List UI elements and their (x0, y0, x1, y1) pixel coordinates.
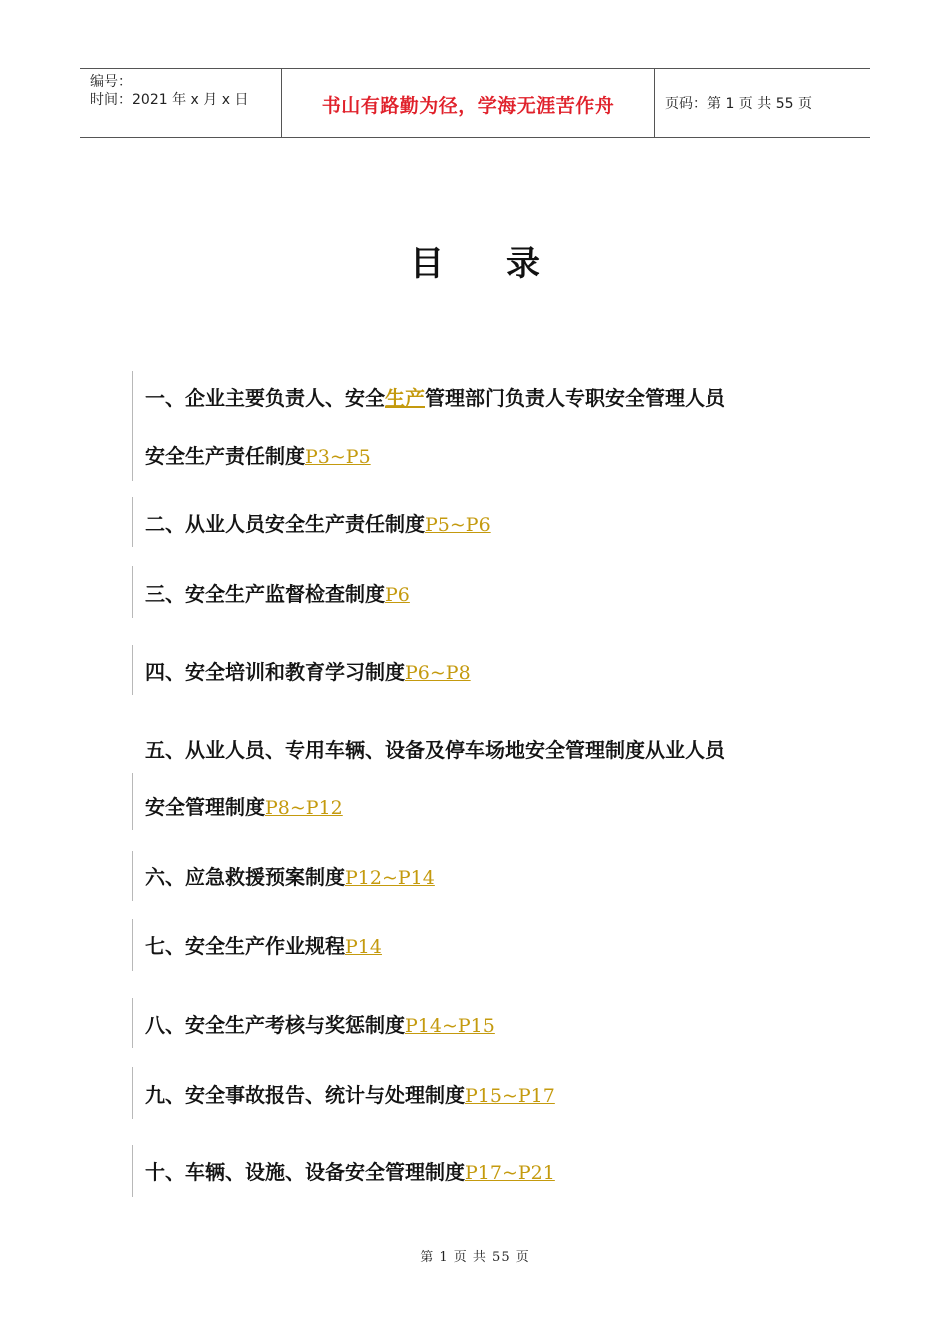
header-motto-cell (282, 69, 655, 137)
toc-entry-8: 八、安全生产考核与奖惩制度P14~P15 (132, 998, 845, 1048)
page-footer: 第 1 页 共 55 页 (420, 1250, 530, 1265)
toc-entry-5-page-link[interactable]: P8~P12 (265, 797, 343, 819)
toc-entry-9: 九、安全事故报告、统计与处理制度P15~P17 (132, 1067, 845, 1119)
toc-entry-1 (132, 371, 845, 481)
toc-entry-4: 四、安全培训和教育学习制度P6~P8 (132, 645, 845, 695)
toc-entry-5-line-2: 安全管理制度P8~P12 (145, 795, 343, 819)
toc-entry-3: 三、安全生产监督检查制度P6 (132, 566, 845, 618)
toc-entry-10-page-link[interactable]: P17~P21 (465, 1162, 555, 1184)
toc-entry-7: 七、安全生产作业规程P14 (132, 919, 845, 971)
toc-entry-2: 二、从业人员安全生产责任制度P5~P6 (132, 497, 845, 547)
toc-entry-3-page-link[interactable]: P6 (385, 584, 410, 606)
date-label: 时间：2021 年 x 月 x 日 (90, 92, 249, 108)
title-char-2: 录 (506, 244, 540, 284)
toc-entry-1-inline-link[interactable]: 生产 (385, 386, 425, 410)
header-table (80, 68, 870, 138)
header-meta-cell (80, 69, 282, 137)
toc-entry-1-line-2: 安全生产责任制度P3~P5 (145, 444, 371, 468)
toc-entry-1-page-link[interactable]: P3~P5 (305, 446, 371, 468)
toc-entry-8-page-link[interactable]: P14~P15 (405, 1015, 495, 1037)
title-char-1: 目 (410, 244, 444, 284)
toc-entry-6: 六、应急救援预案制度P12~P14 (132, 851, 845, 901)
toc-entry-5-line-1: 五、从业人员、专用车辆、设备及停车场地安全管理制度从业人员 (145, 738, 725, 762)
toc-entry-1-line-1: 一、企业主要负责人、安全生产管理部门负责人专职安全管理人员 (145, 386, 725, 410)
page-title (0, 236, 950, 285)
header-page-cell (655, 69, 870, 137)
toc-entry-4-page-link[interactable]: P6~P8 (405, 662, 471, 684)
toc-entry-6-page-link[interactable]: P12~P14 (345, 867, 435, 889)
serial-label: 编号： (90, 74, 132, 90)
toc-entry-5 (132, 738, 845, 830)
page-info: 页码：第 1 页 共 55 页 (665, 96, 812, 112)
toc-entry-9-page-link[interactable]: P15~P17 (465, 1085, 555, 1107)
toc-entry-7-page-link[interactable]: P14 (345, 936, 382, 958)
motto: 书山有路勤为径，学海无涯苦作舟 (321, 95, 615, 117)
toc-entry-10: 十、车辆、设施、设备安全管理制度P17~P21 (132, 1145, 845, 1197)
toc-entry-2-page-link[interactable]: P5~P6 (425, 514, 491, 536)
